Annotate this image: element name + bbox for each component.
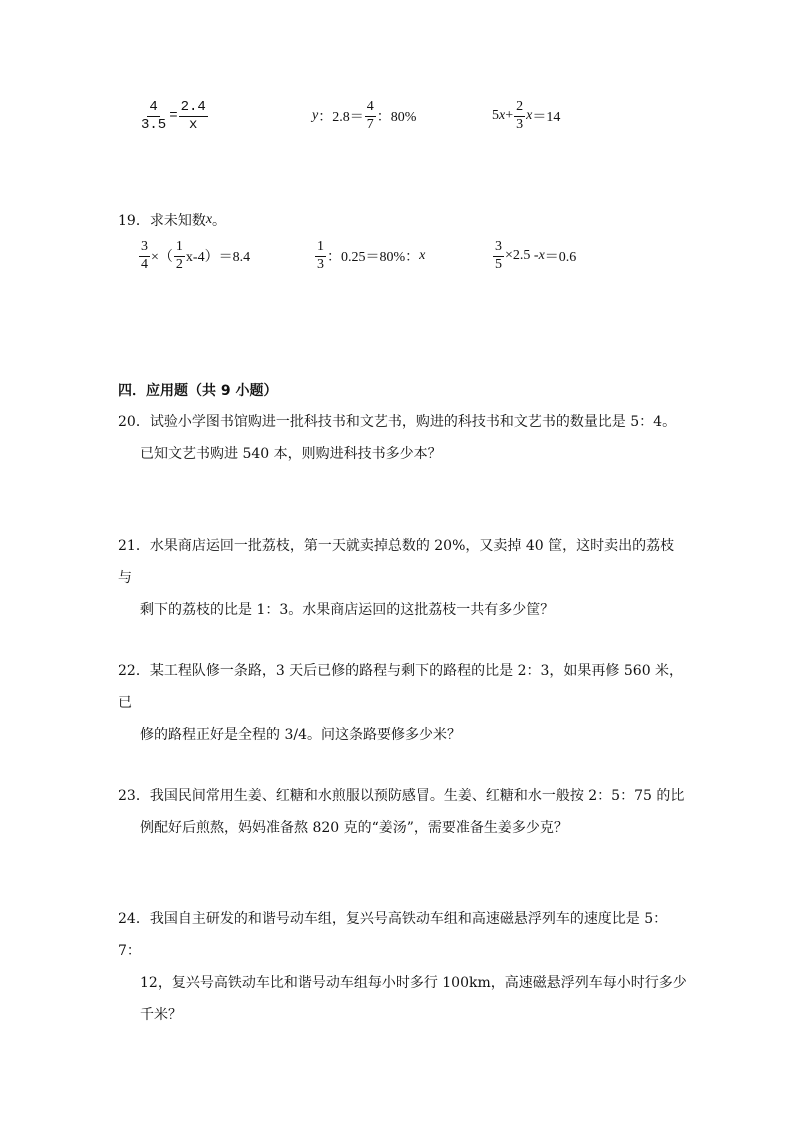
- question-20: [118, 406, 688, 470]
- question-line: 千米？: [140, 1007, 182, 1023]
- question-19-title: 19．求未知数 x 。: [118, 212, 227, 229]
- equals-sign: =: [169, 108, 178, 125]
- question-22: [118, 655, 688, 751]
- equation-18a: [138, 100, 209, 132]
- question-line: 24．我国自主研发的和谐号动车组，复兴号高铁动车组和高速磁悬浮列车的速度比是 5：7：: [118, 911, 668, 959]
- question-line: 20．试验小学图书馆购进一批科技书和文艺书，购进的科技书和文艺书的数量比是 5：4。: [118, 414, 677, 430]
- equation-19a: $\frac{3}{4}$ ×（ $\frac{1}{2}$ x-4）＝8.4: [141, 239, 251, 272]
- equation-19b: $\frac{1}{3}$ ：0.25＝80%： x: [317, 239, 426, 272]
- question-line: 例配好后煎熬，妈妈准备熬 820 克的“姜汤”，需要准备生姜多少克？: [140, 820, 568, 836]
- question-line: 22．某工程队修一条路，3 天后已修的路程与剩下的路程的比是 2：3，如果再修 560 米，已: [118, 663, 684, 711]
- question-line: 23．我国民间常用生姜、红糖和水煎服以预防感冒。生姜、红糖和水一般按 2：5：75 的比: [118, 788, 685, 804]
- equation-18b: y ：2.8＝ $\frac{4}{7}$ ：80%: [312, 99, 417, 132]
- fraction: $\frac{1}{2}$: [175, 239, 183, 272]
- question-23: [118, 780, 688, 844]
- equation-19c: $\frac{3}{5}$ ×2.5 - x ＝0.6: [495, 239, 577, 272]
- fraction: $\frac{2}{3}$: [516, 99, 524, 132]
- question-line: 已知文艺书购进 540 本，则购进科技书多少本？: [140, 446, 442, 462]
- section-heading: 四．应用题（共 9 小题）: [118, 383, 278, 399]
- fraction: $\frac{4}{3.5}$: [141, 99, 167, 133]
- fraction: $\frac{2.4}{x}$: [180, 99, 206, 133]
- fraction: $\frac{3}{4}$: [141, 239, 148, 272]
- equation-18c: 5 x + $\frac{2}{3}$ x ＝14: [492, 99, 561, 132]
- question-line: 修的路程正好是全程的 3/4。问这条路要修多少米？: [140, 727, 461, 743]
- question-24: [118, 903, 688, 1031]
- question-21: [118, 530, 688, 626]
- question-line: 剩下的荔枝的比是 1：3。水果商店运回的这批荔枝一共有多少筐？: [140, 602, 555, 618]
- fraction: $\frac{1}{3}$: [317, 239, 324, 272]
- fraction: $\frac{4}{7}$: [366, 99, 374, 132]
- question-line: 21．水果商店运回一批荔枝，第一天就卖掉总数的 20%，又卖掉 40 筐，这时卖出的荔枝与: [118, 538, 675, 586]
- fraction: $\frac{3}{5}$: [495, 239, 502, 272]
- question-line: 12，复兴号高铁动车比和谐号动车组每小时多行 100km，高速磁悬浮列车每小时行多少: [140, 975, 687, 991]
